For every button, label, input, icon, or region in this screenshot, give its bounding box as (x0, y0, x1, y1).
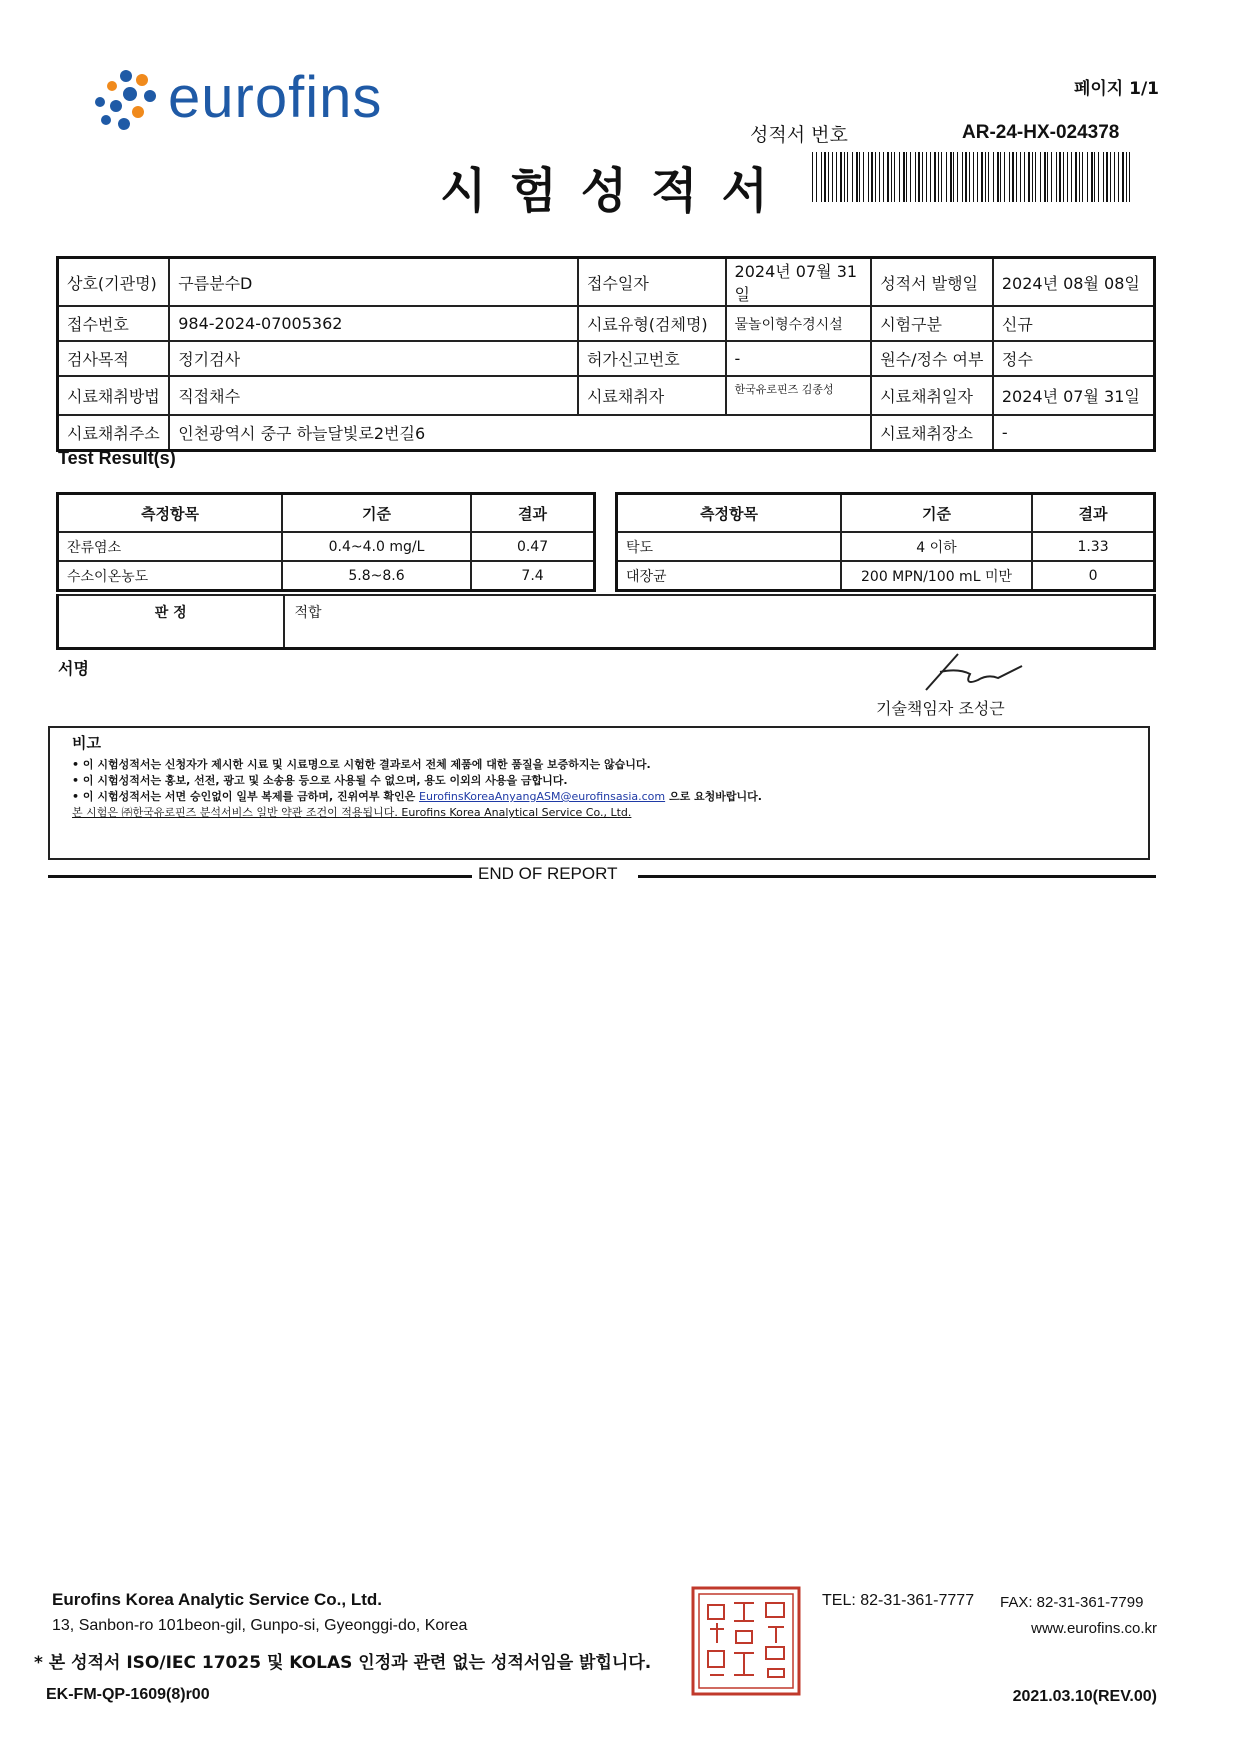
header-item: 측정항목 (617, 494, 841, 533)
form-code: EK-FM-QP-1609(8)r00 (46, 1686, 210, 1703)
info-label: 시료채취방법 (58, 376, 170, 415)
remarks-title: 비고 (72, 734, 101, 752)
info-label: 시료채취자 (578, 376, 726, 415)
info-value: 정기검사 (169, 341, 578, 376)
info-label: 시료채취장소 (871, 415, 993, 451)
website-link[interactable]: www.eurofins.co.kr (1031, 1620, 1157, 1637)
table-row (617, 532, 1155, 561)
telephone: TEL: 82-31-361-7777 (822, 1592, 975, 1609)
info-label: 원수/정수 여부 (871, 341, 993, 376)
item-cell: 잔류염소 (58, 532, 282, 561)
info-label: 시료유형(검체명) (578, 306, 726, 341)
item-cell: 대장균 (617, 561, 841, 591)
info-row (58, 341, 1155, 376)
end-text: END OF REPORT (478, 864, 618, 883)
company-address: 13, Sanbon-ro 101beon-gil, Gunpo-si, Gyeonggi-do, Korea (52, 1617, 468, 1634)
header-standard: 기준 (841, 494, 1032, 533)
info-value: 신규 (993, 306, 1155, 341)
result-cell: 0 (1032, 561, 1154, 591)
result-cell: 0.47 (471, 532, 594, 561)
results-table-right (615, 492, 1156, 592)
table-row (617, 561, 1155, 591)
remarks-box (48, 726, 1150, 860)
standard-cell: 200 MPN/100 mL 미만 (841, 561, 1032, 591)
info-value: 정수 (993, 341, 1155, 376)
info-table (56, 256, 1156, 452)
end-of-report (48, 864, 1156, 888)
info-label: 시험구분 (871, 306, 993, 341)
contact-email-link[interactable]: EurofinsKoreaAnyangASM@eurofinsasia.com (419, 790, 666, 803)
info-label: 시료채취주소 (58, 415, 170, 451)
signature-icon (918, 646, 1028, 696)
remark-text: • 이 시험성적서는 서면 승인없이 일부 복제를 금하며, 진위여부 확인은 (72, 790, 420, 803)
info-row (58, 415, 1155, 451)
remark-text: 으로 요청바랍니다. (665, 790, 762, 803)
info-label: 허가신고번호 (578, 341, 726, 376)
barcode-icon (812, 152, 1136, 202)
results-table-left (56, 492, 596, 592)
info-value: 인천광역시 중구 하늘달빛로2번길6 (169, 415, 871, 451)
verdict-table (56, 594, 1156, 650)
item-cell: 탁도 (617, 532, 841, 561)
info-row (58, 306, 1155, 341)
info-value: 물놀이형수경시설 (726, 306, 872, 341)
eurofins-logo-icon (92, 68, 162, 132)
technical-manager: 기술책임자 조성근 (876, 699, 1005, 718)
verdict-value: 적합 (284, 595, 1155, 649)
remark-line: • 이 시험성적서는 신청자가 제시한 시료 및 시료명으로 시험한 결과로서 전체 제품에 대한 품질을 보증하지는 않습니다. (72, 758, 651, 771)
info-label: 상호(기관명) (58, 258, 170, 307)
remark-line: • 이 시험성적서는 홍보, 선전, 광고 및 소송용 등으로 사용될 수 없으며, 용도 이외의 사용을 금합니다. (72, 774, 568, 787)
test-results-label: Test Result(s) (58, 448, 176, 468)
item-cell: 수소이온농도 (58, 561, 282, 591)
company-seal-icon (690, 1585, 802, 1697)
info-row (58, 258, 1155, 307)
remark-line (72, 788, 762, 804)
standard-cell: 5.8~8.6 (282, 561, 471, 591)
accreditation-note: * 본 성적서 ISO/IEC 17025 및 KOLAS 인정과 관련 없는 성적서임을 밝힙니다. (34, 1653, 652, 1673)
header-result: 결과 (471, 494, 594, 533)
info-value: - (993, 415, 1155, 451)
revision-date: 2021.03.10(REV.00) (1012, 1688, 1157, 1705)
standard-cell: 4 이하 (841, 532, 1032, 561)
info-value: - (726, 341, 872, 376)
info-label: 성적서 발행일 (871, 258, 993, 307)
document-title: 시험성적서 (440, 163, 792, 219)
info-value: 2024년 08월 08일 (993, 258, 1155, 307)
page-number: 페이지 1/1 (1073, 79, 1159, 99)
divider (638, 875, 1156, 878)
table-row (58, 561, 595, 591)
verdict-label: 판 정 (58, 595, 284, 649)
standard-cell: 0.4~4.0 mg/L (282, 532, 471, 561)
info-value: 한국유로핀즈 김종성 (726, 376, 872, 415)
report-number: AR-24-HX-024378 (962, 122, 1120, 143)
terms-line: 본 시험은 ㈜한국유로핀즈 분석서비스 일반 약관 조건이 적용됩니다. Eurofins Korea Analytical Service Co., Ltd. (72, 806, 632, 819)
company-name: Eurofins Korea Analytic Service Co., Ltd. (52, 1590, 383, 1609)
signature-label: 서명 (58, 659, 89, 678)
logo-text: eurofins (168, 65, 383, 130)
result-cell: 1.33 (1032, 532, 1154, 561)
info-value: 984-2024-07005362 (169, 306, 578, 341)
table-row (58, 532, 595, 561)
info-label: 접수번호 (58, 306, 170, 341)
divider (48, 875, 472, 878)
info-value: 직접채수 (169, 376, 578, 415)
info-row (58, 376, 1155, 415)
header-result: 결과 (1032, 494, 1154, 533)
header-standard: 기준 (282, 494, 471, 533)
header-item: 측정항목 (58, 494, 282, 533)
info-value: 구름분수D (169, 258, 578, 307)
report-number-label: 성적서 번호 (750, 124, 848, 146)
fax: FAX: 82-31-361-7799 (1000, 1594, 1144, 1611)
info-label: 검사목적 (58, 341, 170, 376)
info-value: 2024년 07월 31일 (726, 258, 872, 307)
result-cell: 7.4 (471, 561, 594, 591)
info-label: 시료채취일자 (871, 376, 993, 415)
info-label: 접수일자 (578, 258, 726, 307)
info-value: 2024년 07월 31일 (993, 376, 1155, 415)
